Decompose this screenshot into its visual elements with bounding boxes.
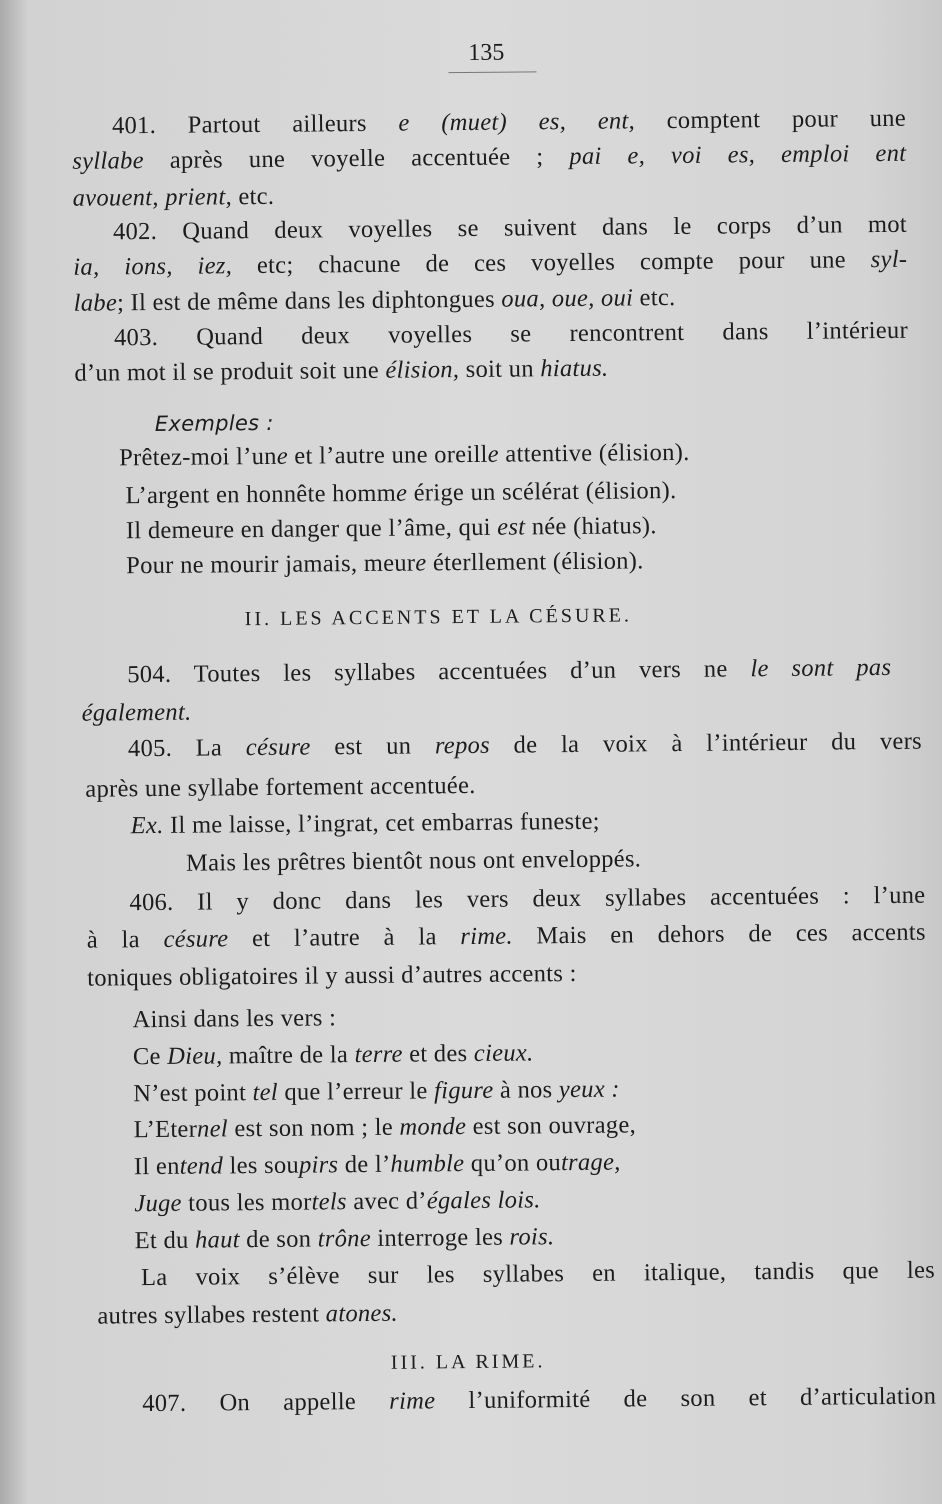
text-line	[87, 918, 926, 956]
verse-line	[126, 546, 644, 581]
text-segment: attentive (élision).	[498, 438, 690, 468]
verse-line	[135, 1222, 555, 1256]
text-segment: avec d’	[346, 1187, 427, 1216]
text-segment: tous les mor	[181, 1188, 312, 1217]
italic-segment: e (muet) es, ent,	[398, 107, 636, 137]
text-line	[72, 139, 906, 177]
text-segment: Il me laisse, l’ingrat, cet embarras funeste;	[163, 807, 600, 839]
italic-segment: le sont pas	[750, 653, 892, 683]
text-segment: à la	[86, 925, 164, 954]
italic-segment: hiatus.	[540, 354, 609, 383]
text-segment: interroge les	[370, 1223, 510, 1252]
text-segment: L’argent en honnête homm	[125, 479, 397, 510]
text-segment: comptent pour une	[634, 104, 907, 135]
text-segment: 401. Partout ailleurs	[111, 109, 399, 140]
text-line	[127, 653, 891, 690]
italic-segment: pai e, voi es, emploi ent	[569, 139, 907, 171]
text-segment: Et du	[134, 1226, 196, 1255]
text-line	[142, 1382, 936, 1420]
italic-segment: figure	[433, 1076, 494, 1105]
text-segment: soit un	[459, 355, 541, 384]
italic-segment: césure	[163, 925, 229, 953]
text-segment: L’Eter	[133, 1115, 198, 1144]
text-segment: de son	[239, 1225, 318, 1254]
section-heading	[245, 600, 632, 634]
text-segment: La voix s’élève sur les syllabes en italique, tandis que les	[140, 1256, 936, 1292]
text-line	[112, 104, 906, 142]
text-segment: Prêtez-moi l’un	[119, 442, 277, 472]
text-segment: est son nom ; le	[227, 1113, 400, 1143]
italic-segment: ia, ions, iez,	[73, 252, 233, 281]
italic-segment: humble	[390, 1150, 465, 1178]
text-segment: et des	[402, 1039, 474, 1068]
verse-line	[134, 1148, 621, 1183]
italic-segment: trage,	[560, 1148, 621, 1177]
text-line	[85, 771, 476, 805]
italic-segment: pirs	[298, 1151, 339, 1179]
italic-segment: e	[415, 549, 427, 577]
page-number: 135	[468, 39, 505, 66]
text-segment: III. LA RIME.	[390, 1350, 546, 1374]
text-line	[97, 1299, 398, 1332]
italic-segment: labe	[73, 289, 118, 317]
text-segment: de l’	[338, 1150, 391, 1179]
text-segment: éterllement (élision).	[426, 547, 644, 577]
text-segment: 406. Il y donc dans les vers deux syllabes accentuées : l’une	[129, 881, 926, 917]
verse-line	[126, 511, 657, 546]
italic-segment: élision,	[385, 356, 460, 384]
text-segment: qu’on ou	[464, 1149, 562, 1178]
text-segment: d’un mot il se produit soit une	[74, 356, 386, 387]
italic-segment: tels	[311, 1188, 347, 1216]
text-line	[87, 959, 577, 994]
text-segment: etc.	[231, 182, 275, 211]
italic-segment: Exemples :	[154, 410, 274, 437]
text-segment: autres syllabes restent	[97, 1300, 326, 1330]
italic-segment: atones.	[325, 1299, 399, 1328]
text-segment: est un	[310, 732, 436, 761]
text-segment: et l’autre une oreill	[287, 440, 488, 470]
text-segment: l’uniformité de son et d’articulation	[435, 1382, 937, 1415]
verse-line	[133, 1075, 620, 1110]
italic-segment: césure	[245, 733, 311, 762]
text-segment: les sou	[222, 1151, 300, 1180]
text-line	[113, 210, 907, 248]
text-segment: après une syllabe fortement accentuée.	[85, 771, 476, 803]
text-line	[73, 245, 907, 283]
italic-segment: rime.	[460, 922, 513, 951]
text-segment: ; Il est de même dans les diphtongues	[116, 285, 502, 317]
text-segment: 407. On appelle	[142, 1387, 390, 1418]
italic-segment: nel	[196, 1115, 229, 1143]
italic-segment: tend	[179, 1152, 224, 1180]
text-segment: Mais les prêtres bientôt nous ont enveloppés.	[185, 845, 642, 877]
text-segment: Il demeure en danger que l’âme, qui	[125, 513, 498, 545]
text-line	[74, 354, 608, 389]
text-segment: Ce	[132, 1042, 168, 1071]
text-segment: 403. Quand deux voyelles se rencontrent dans l’intérieur	[113, 316, 909, 352]
italic-segment: monde	[399, 1113, 467, 1141]
text-line	[114, 316, 908, 354]
italic-segment: syl-	[870, 245, 908, 274]
italic-segment: avouent, prient,	[72, 183, 233, 212]
text-segment: après une voyelle accentuée ;	[143, 143, 570, 175]
italic-segment: haut	[194, 1226, 240, 1254]
text-segment: toniques obligatoires il y aussi d’autres accents :	[87, 959, 577, 992]
italic-segment: e	[395, 479, 408, 507]
text-segment: etc; chacune de ces voyelles compte pour une	[231, 246, 871, 280]
italic-segment: trône	[317, 1224, 372, 1253]
text-segment: 405. La	[127, 734, 246, 763]
italic-segment: repos	[434, 731, 491, 760]
italic-segment: Juge	[134, 1189, 182, 1218]
text-segment: etc.	[633, 284, 676, 312]
italic-segment: oua, oue, oui	[501, 284, 634, 313]
verse-line	[133, 1038, 534, 1072]
italic-segment: e	[487, 440, 500, 468]
italic-segment: également.	[81, 698, 192, 727]
text-segment: 402. Quand deux voyelles se suivent dans le corps d’un mot	[112, 210, 908, 246]
italic-segment: égales lois.	[426, 1186, 541, 1215]
italic-segment: tel	[252, 1078, 279, 1107]
verse-line	[134, 1185, 541, 1219]
text-segment: Mais en dehors de ces accents	[512, 918, 926, 950]
text-segment: de la voix à l’intérieur du vers	[489, 727, 923, 759]
italic-segment: rois.	[509, 1223, 555, 1251]
text-segment: née (hiatus).	[525, 512, 657, 541]
text-segment: que l’erreur le	[277, 1077, 435, 1106]
verse-intro	[132, 1003, 336, 1035]
verse-line	[119, 438, 690, 473]
text-line	[129, 881, 925, 919]
page-number-rule	[448, 71, 536, 73]
italic-segment: rime	[389, 1387, 436, 1415]
verse-line	[131, 807, 600, 842]
verse-line	[133, 1110, 636, 1145]
italic-segment: syllabe	[72, 147, 144, 175]
italic-segment: yeux :	[558, 1075, 620, 1104]
text-segment: Pour ne mourir jamais, meur	[126, 549, 416, 580]
text-segment: maître de la	[222, 1041, 355, 1070]
italic-segment: est	[497, 513, 526, 541]
text-line	[81, 698, 191, 729]
text-line	[73, 182, 275, 214]
text-line	[74, 283, 676, 319]
example-heading	[155, 408, 274, 439]
section-heading	[391, 1346, 546, 1377]
text-segment: Il en	[133, 1152, 180, 1181]
italic-segment: Ex.	[130, 811, 164, 840]
verse-line	[125, 476, 676, 511]
text-segment: et l’autre à la	[228, 923, 461, 953]
text-segment: N’est point	[133, 1079, 253, 1108]
text-segment: 504. Toutes les syllabes accentuées d’un vers ne	[127, 655, 751, 689]
italic-segment: terre	[354, 1040, 403, 1069]
italic-segment: Dieu,	[167, 1042, 223, 1070]
verse-line	[186, 844, 641, 878]
text-segment: érige un scélérat (élision).	[407, 477, 677, 507]
text-segment: est son ouvrage,	[466, 1111, 637, 1141]
text-segment: Ainsi dans les vers :	[132, 1004, 337, 1034]
italic-segment: e	[276, 442, 289, 470]
text-segment: à nos	[493, 1076, 559, 1104]
text-line	[128, 727, 922, 765]
text-segment: II. LES ACCENTS ET LA CÉSURE.	[244, 604, 633, 631]
italic-segment: cieux.	[473, 1039, 534, 1067]
text-line	[141, 1256, 935, 1294]
